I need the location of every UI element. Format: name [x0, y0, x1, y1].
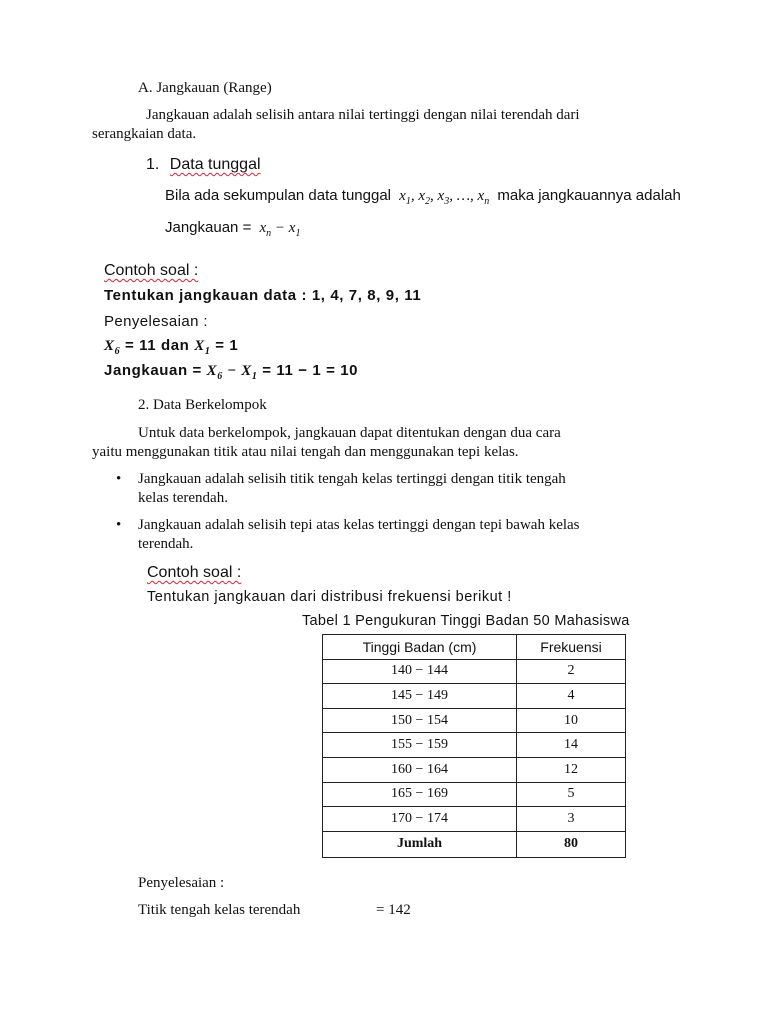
table-row: 140 − 144 2 — [323, 659, 626, 684]
table-row: 150 − 154 10 — [323, 708, 626, 733]
definition-line-2: serangkaian data. — [92, 126, 197, 142]
single-data-heading: 1. Data tunggal — [146, 156, 261, 173]
sequence-math: $x_1$, $x_2$, $x_3$, …, $x_n$ — [399, 188, 490, 207]
midpoint-label: Titik tengah kelas terendah — [138, 902, 301, 918]
bullet-1-line-1: Jangkauan adalah selisih titik tengah kelas tertinggi dengan titik tengah — [138, 471, 566, 487]
table-caption: Tabel 1 Pengukuran Tinggi Badan 50 Mahasiswa — [302, 613, 630, 629]
table-total-row — [323, 831, 626, 857]
section-heading-range: A. Jangkauan (Range) — [138, 80, 272, 96]
range-formula: Jangkauan = $x_n - x_1$ — [165, 219, 301, 239]
table-row: 170 − 174 3 — [323, 807, 626, 832]
example-1-question: Tentukan jangkauan data : 1, 4, 7, 8, 9, 11 — [104, 287, 422, 304]
grouped-data-heading: 2. Data Berkelompok — [138, 397, 267, 413]
total-value: 80 — [517, 831, 626, 857]
header-frequency: Frekuensi — [517, 635, 626, 660]
bullet-2-line-2: terendah. — [138, 536, 194, 552]
total-label: Jumlah — [323, 831, 517, 857]
single-data-description: Bila ada sekumpulan data tunggal $x_1$, $x_2$, $x_3$, …, $x_n$ maka jangkauannya adalah — [165, 187, 681, 207]
frequency-table — [322, 634, 626, 858]
single-data-heading-text: Data tunggal — [169, 156, 261, 173]
bullet-2-line-1: Jangkauan adalah selisih tepi atas kelas tertinggi dengan tepi bawah kelas — [138, 517, 580, 533]
grouped-data-para-line-2: yaitu menggunakan titik atau nilai tengah dan menggunakan tepi kelas. — [92, 444, 519, 460]
example-1-solution-line-1: $X_6 = 11$ dan $X_1 = 1$ — [104, 337, 239, 357]
midpoint-value: = 142 — [376, 902, 411, 918]
example-1-solution-label: Penyelesaian : — [104, 313, 209, 330]
example-2-label: Contoh soal : — [147, 564, 242, 581]
header-height: Tinggi Badan (cm) — [323, 635, 517, 660]
bullet-2-symbol: • — [116, 517, 122, 533]
table-row: 155 − 159 14 — [323, 733, 626, 758]
solution-2-label: Penyelesaian : — [138, 875, 225, 891]
table-header-row — [323, 635, 626, 660]
example-1-solution-line-2: Jangkauan = $X_6 - X_1 = 11 - 1 = 10$ — [104, 362, 359, 382]
bullet-1-line-2: kelas terendah. — [138, 490, 228, 506]
example-1-label: Contoh soal : — [104, 262, 199, 279]
table-row: 160 − 164 12 — [323, 757, 626, 782]
table-row: 165 − 169 5 — [323, 782, 626, 807]
bullet-1-symbol: • — [116, 471, 122, 487]
definition-line-1: Jangkauan adalah selisih antara nilai tertinggi dengan nilai terendah dari — [146, 107, 580, 123]
grouped-data-para-line-1: Untuk data berkelompok, jangkauan dapat ditentukan dengan dua cara — [138, 425, 561, 441]
table-row: 145 − 149 4 — [323, 684, 626, 709]
range-formula-math: $x_n - x_1$ — [259, 220, 301, 239]
example-2-question: Tentukan jangkauan dari distribusi frekuensi berikut ! — [147, 589, 512, 605]
